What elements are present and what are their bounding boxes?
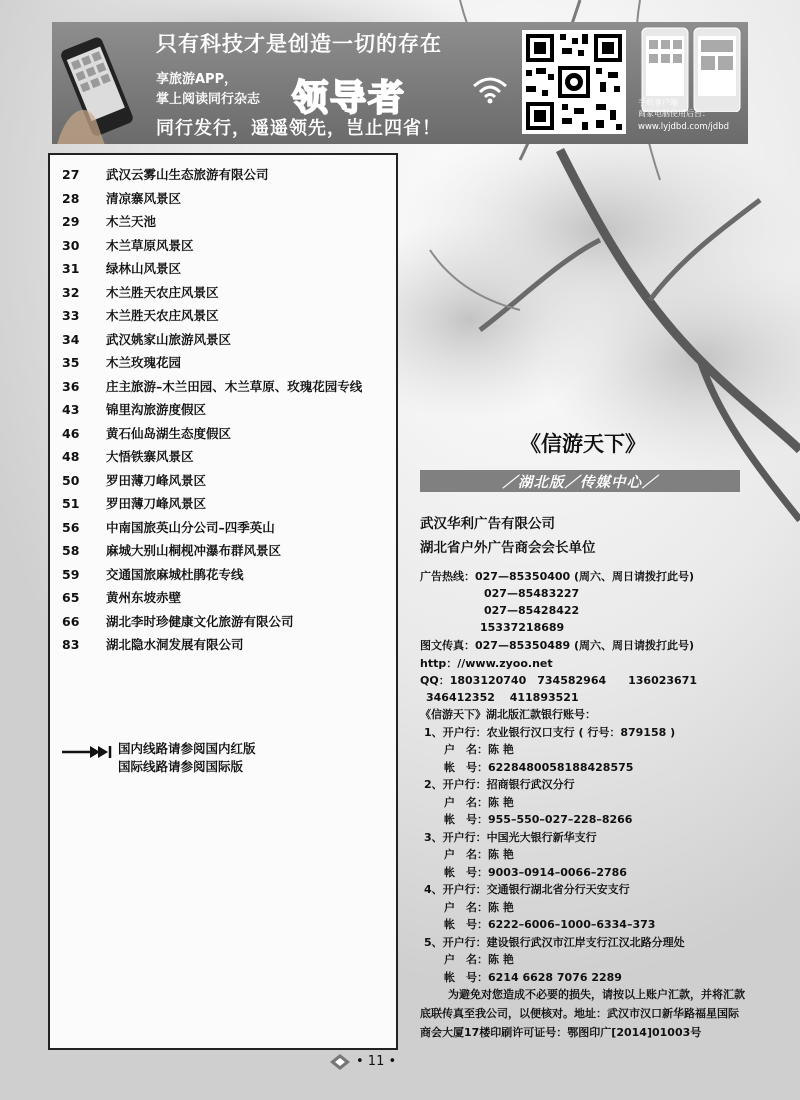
- association-title: 湖北省户外广告商会会长单位: [420, 540, 596, 556]
- list-item: 36 庄主旅游–木兰田园、木兰草原、玫瑰花园专线: [62, 378, 363, 394]
- ad-hotline: 广告热线：027—85350400 (周六、周日请拨打此号): [420, 570, 695, 583]
- qq-line: QQ：1803120740 734582964 136023671: [420, 674, 698, 687]
- diamond-logo-icon: [330, 1054, 350, 1070]
- list-item: 27 武汉云雾山生态旅游有限公司: [62, 167, 269, 182]
- list-item: 48 大悟铁寨风景区: [62, 449, 194, 464]
- list-item: 56 中南国旅英山分公司–四季英山: [62, 519, 275, 535]
- qq-line: 346412352 411893521: [426, 691, 579, 704]
- account-holder: 户 名：陈 艳: [444, 743, 514, 756]
- list-item: 50 罗田薄刀峰风景区: [62, 472, 207, 488]
- list-item: 32 木兰胜天农庄风景区: [62, 284, 219, 300]
- list-item: 30 木兰草原风景区: [62, 237, 194, 253]
- account-number: 帐 号：6228480058188428575: [444, 761, 634, 774]
- banner-leader-word: 领导者: [292, 78, 407, 119]
- edition-bar: [420, 470, 740, 492]
- domestic-route-note: 国内线路请参阅国内红版: [118, 741, 256, 756]
- banner-headline: 只有科技才是创造一切的存在: [156, 32, 442, 56]
- phone-number: 027—85483227: [484, 587, 580, 600]
- qr-code-icon[interactable]: [522, 30, 626, 134]
- account-number: 帐 号：6214 6628 7076 2289: [444, 971, 622, 984]
- list-item: 35 木兰玫瑰花园: [62, 355, 182, 370]
- account-holder: 户 名：陈 艳: [444, 901, 514, 914]
- list-item: 34 武汉姚家山旅游风景区: [62, 331, 232, 347]
- international-route-note: 国际线路请参阅国际版: [118, 759, 244, 774]
- account-holder: 户 名：陈 艳: [444, 796, 514, 809]
- closing-paragraph: 为避免对您造成不必要的损失，请按以上账户汇款，并将汇款底联传真至我公司，以便核对。地址：武汉市汉口新华路福星国际商会大厦17楼印刷许可证号：鄂图印广[2014]01003号: [420, 988, 745, 1039]
- bank-accounts-heading: 《信游天下》湖北版汇款银行账号：: [420, 708, 596, 721]
- app-advert-banner: [52, 22, 748, 144]
- list-item: 58 麻城大别山桐枧冲瀑布群风景区: [62, 543, 282, 558]
- list-item: 65 黄州东坡赤壁: [62, 590, 182, 605]
- banner-mobile-client: 手机客户端: [638, 98, 678, 107]
- bank-line: 3、开户行：中国光大银行新华支行: [424, 831, 597, 844]
- list-item: 59 交通国旅麻城杜鹃花专线: [62, 566, 244, 582]
- scenic-spot-index: [48, 153, 398, 1050]
- wifi-icon: [472, 74, 508, 104]
- bank-line: 4、开户行：交通银行湖北省分行天安支行: [424, 883, 630, 896]
- banner-read-line: 掌上阅读同行杂志: [156, 92, 261, 107]
- fax-line: 图文传真：027—85350489 (周六、周日请拨打此号): [420, 639, 695, 652]
- account-holder: 户 名：陈 艳: [444, 848, 514, 861]
- smartphone-icon: [56, 30, 142, 144]
- account-number: 帐 号：9003–0914–0066–2786: [444, 866, 627, 879]
- account-number: 帐 号：955–550–027–228–8266: [444, 813, 633, 826]
- company-name: 武汉华利广告有限公司: [420, 516, 555, 532]
- magazine-title: 《信游天下》: [520, 431, 646, 456]
- list-item: 28 清凉寨风景区: [62, 190, 182, 206]
- account-number: 帐 号：6222–6006–1000–6334–373: [444, 918, 656, 931]
- phone-number: 15337218689: [480, 621, 565, 634]
- bank-line: 2、开户行：招商银行武汉分行: [424, 778, 575, 791]
- banner-slogan: 同行发行，遥遥领先，岂止四省！: [156, 118, 441, 139]
- page-number: • 11 •: [356, 1054, 397, 1069]
- banner-merchant-backend: 商家电脑使用后台：: [638, 109, 710, 118]
- account-holder: 户 名：陈 艳: [444, 953, 514, 966]
- list-item: 33 木兰胜天农庄风景区: [62, 308, 219, 323]
- list-item: 43 锦里沟旅游度假区: [62, 402, 207, 417]
- arrow-right-icon: [62, 745, 112, 759]
- banner-app-line: 享旅游APP，: [156, 72, 238, 87]
- list-item: 31 绿林山风景区: [62, 261, 182, 276]
- list-item: 51 罗田薄刀峰风景区: [62, 496, 207, 511]
- list-item: 66 湖北李时珍健康文化旅游有限公司: [62, 613, 294, 629]
- phone-number: 027—85428422: [484, 604, 580, 617]
- edition-label: ／湖北版／传媒中心／: [502, 475, 658, 491]
- bank-line: 1、开户行：农业银行汉口支行 ( 行号：879158 ): [424, 726, 676, 739]
- list-item: 46 黄石仙岛湖生态度假区: [62, 425, 232, 441]
- banner-url-link[interactable]: www.lyjdbd.com/jdbd: [638, 122, 729, 132]
- bank-line: 5、开户行：建设银行武汉市江岸支行江汉北路分理处: [424, 936, 685, 949]
- list-item: 29 木兰天池: [62, 214, 157, 229]
- website-link[interactable]: http：//www.zyoo.net: [420, 657, 553, 670]
- list-item: 83 湖北隐水洞发展有限公司: [62, 637, 244, 652]
